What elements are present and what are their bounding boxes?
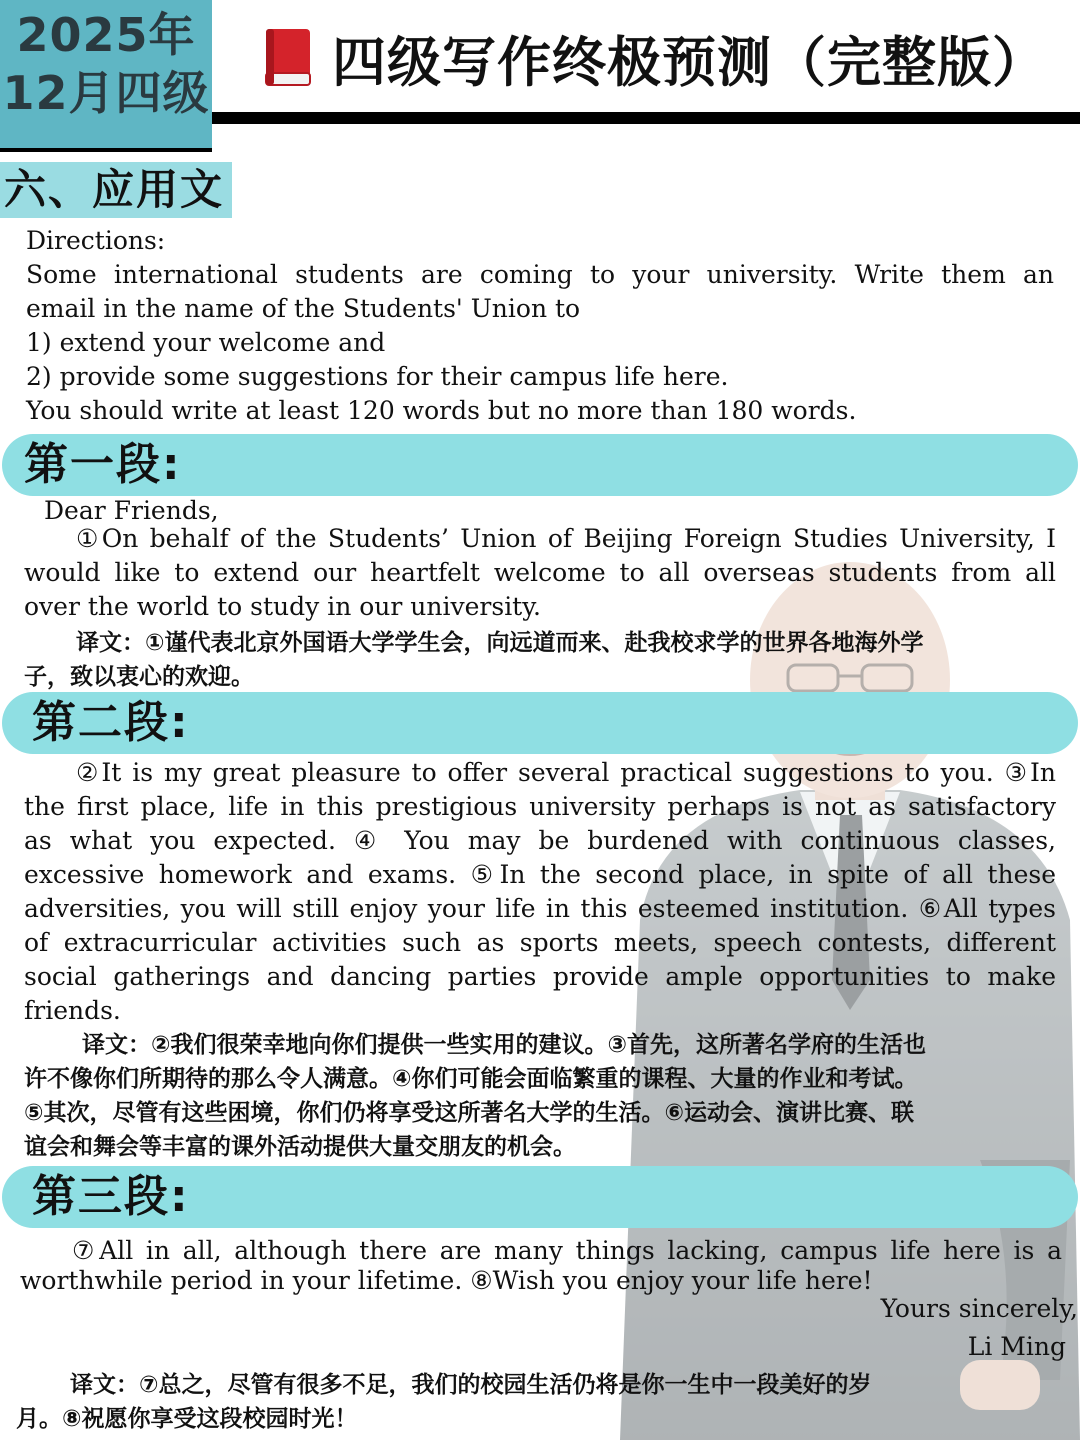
para2-line-6: of extracurricular activities such as sports meets, speech contests, different [24, 928, 1056, 957]
para2-translation-3: ⑤其次，尽管有这些困境，你们仍将享受这所著名大学的生活。⑥运动会、演讲比赛、联 [24, 1100, 914, 1126]
para2-line-2: the first place, life in this prestigious university perhaps is not as satisfactory [24, 792, 1056, 821]
directions-item-2: 2) provide some suggestions for their campus life here. [26, 362, 729, 391]
badge-year: 2025年 [16, 8, 196, 62]
para3-label: 第三段: [2, 1166, 1078, 1228]
title-row [262, 18, 1047, 98]
para2-line-8: friends. [24, 996, 121, 1025]
para1-line-2: would like to extend our heartfelt welcome to all overseas students from all [24, 558, 1056, 587]
badge-underline [0, 148, 212, 152]
para3-translation [16, 1368, 1064, 1436]
para2-translation-4: 谊会和舞会等丰富的课外活动提供大量交朋友的机会。 [24, 1134, 576, 1160]
para1-translation [24, 626, 1056, 694]
directions-requirement: You should write at least 120 words but no more than 180 words. [26, 396, 857, 425]
signature: Li Ming [967, 1332, 1066, 1361]
red-book-icon [262, 27, 314, 89]
directions-block [26, 224, 1054, 428]
directions-item-1: 1) extend your welcome and [26, 328, 386, 357]
closing: Yours sincerely, [880, 1294, 1078, 1323]
para1-line-3: over the world to study in our university. [24, 592, 541, 621]
para1-line-1: ①On behalf of the Students’ Union of Beijing Foreign Studies University, I [76, 524, 1056, 553]
para1-translation-2: 子，致以衷心的欢迎。 [24, 664, 254, 690]
para2-line-7: social gatherings and dancing parties provide ample opportunities to make [24, 962, 1056, 991]
para2-translation-2: 许不像你们所期待的那么令人满意。④你们可能会面临繁重的课程、大量的作业和考试。 [24, 1066, 918, 1092]
directions-prompt-2: email in the name of the Students' Union to [26, 294, 581, 323]
badge-month: 12月四级 [2, 66, 210, 120]
page-title: 四级写作终极预测（完整版） [332, 30, 1047, 94]
para3-line-1: ⑦All in all, although there are many things lacking, campus life here is a [72, 1236, 1062, 1265]
para3-translation-2: 月。⑧祝愿你享受这段校园时光！ [16, 1406, 358, 1432]
para2-line-4: excessive homework and exams. ⑤In the second place, in spite of all these [24, 860, 1056, 889]
section-label: 六、应用文 [0, 162, 232, 218]
para2-line-1: ②It is my great pleasure to offer several practical suggestions to you. ③In [76, 758, 1056, 787]
para3-block [20, 1234, 1062, 1298]
salutation: Dear Friends, [44, 496, 219, 525]
directions-prompt-1: Some international students are coming to your university. Write them an [26, 260, 1054, 289]
para3-translation-1: 译文：⑦总之，尽管有很多不足，我们的校园生活仍将是你一生中一段美好的岁 [70, 1372, 872, 1398]
para2-label: 第二段: [2, 692, 1078, 754]
para1-translation-1: 译文：①谨代表北京外国语大学学生会，向远道而来、赴我校求学的世界各地海外学 [76, 630, 924, 656]
directions-heading: Directions: [26, 226, 166, 255]
para2-block [24, 756, 1056, 1028]
para2-line-3: as what you expected. ④ You may be burdened with continuous classes, [24, 826, 1056, 855]
para1-label: 第一段: [2, 434, 1078, 496]
exam-date-badge [0, 0, 212, 148]
para2-translation [24, 1028, 1056, 1164]
para2-translation-1: 译文：②我们很荣幸地向你们提供一些实用的建议。③首先，这所著名学府的生活也 [82, 1032, 926, 1058]
para3-line-2: worthwhile period in your lifetime. ⑧Wish you enjoy your life here! [20, 1266, 873, 1295]
para2-line-5: adversities, you will still enjoy your life in this esteemed institution. ⑥All types [24, 894, 1056, 923]
title-rule [212, 112, 1080, 124]
para1-block [24, 494, 1056, 624]
